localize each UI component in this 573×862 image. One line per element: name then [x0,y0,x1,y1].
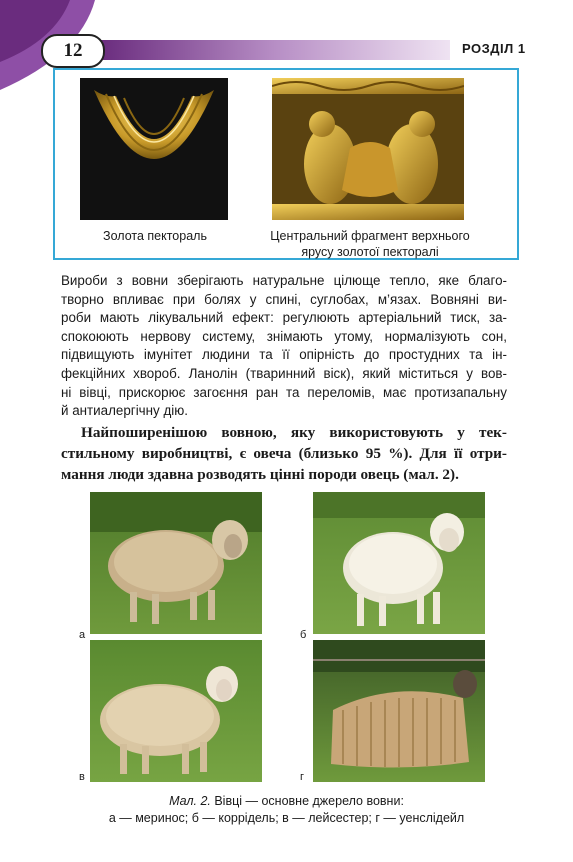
figure-caption-text: Вівці — основне джерело вовни: [210,794,404,808]
text-line: Вироби з вовни зберігають натуральне цілюще тепло, яке благо- [61,273,507,288]
paragraph-sheep-wool [61,422,507,485]
pectoral-caption: Золота пектораль [103,229,207,243]
page-number: 12 [41,34,105,68]
sheep-photo-merino [90,492,262,634]
paragraph-wool-benefits [61,272,507,421]
figure-label: Мал. 2. [169,794,211,808]
text-line: ні вівці, прискорює загоєння ран та переломів, має протизапальну [61,384,507,400]
figure-caption-breeds: а — меринос; б — коррідель; в — лейсестер; г — уенслідейл [108,811,465,825]
text-line: спокоюють нервову систему, знімають утому, нормалізують сон, [61,328,507,344]
section-label: РОЗДІЛ 1 [462,41,526,56]
pectoral-fragment-photo [272,78,464,220]
text-line: мання люди здавна розводять цінні породи овець (мал. 2). [61,466,459,483]
text-line: Найпоширенішою вовною, яку використовують у тек- [81,424,507,441]
figure-letter-b: б [300,629,307,641]
fragment-caption-line: Центральний фрагмент верхнього [270,229,470,243]
figure-letter-v: в [79,771,85,783]
text-line: фекційних хвороб. Ланолін (тваринний віск), який міститься у вов- [61,365,507,381]
sheep-photo-leicester [90,640,262,782]
sheep-photo-corriedale [313,492,485,634]
pectoral-photo [80,78,228,220]
fragment-caption-line: ярусу золотої пекторалі [301,245,439,259]
text-line: й антиалергічну дію. [61,403,189,419]
header-bar [100,40,450,60]
text-line: творно впливає при болях у спині, суглобах, м’язах. Вовняні ви- [61,291,507,307]
text-line: роби мають лікувальний ефект: регулюють артеріальний тиск, за- [61,310,507,326]
figure-letter-a: а [79,629,86,641]
figure-letter-g: г [300,771,305,783]
sheep-photo-wensleydale [313,640,485,782]
figure-2-caption [60,793,513,827]
text-line: стильному виробництві, є овеча (близько 95 %). Для її отри- [61,445,507,462]
text-line: підвищують імунітет людини та її опірність до простудних та ін- [61,347,507,363]
fragment-caption [256,228,484,260]
